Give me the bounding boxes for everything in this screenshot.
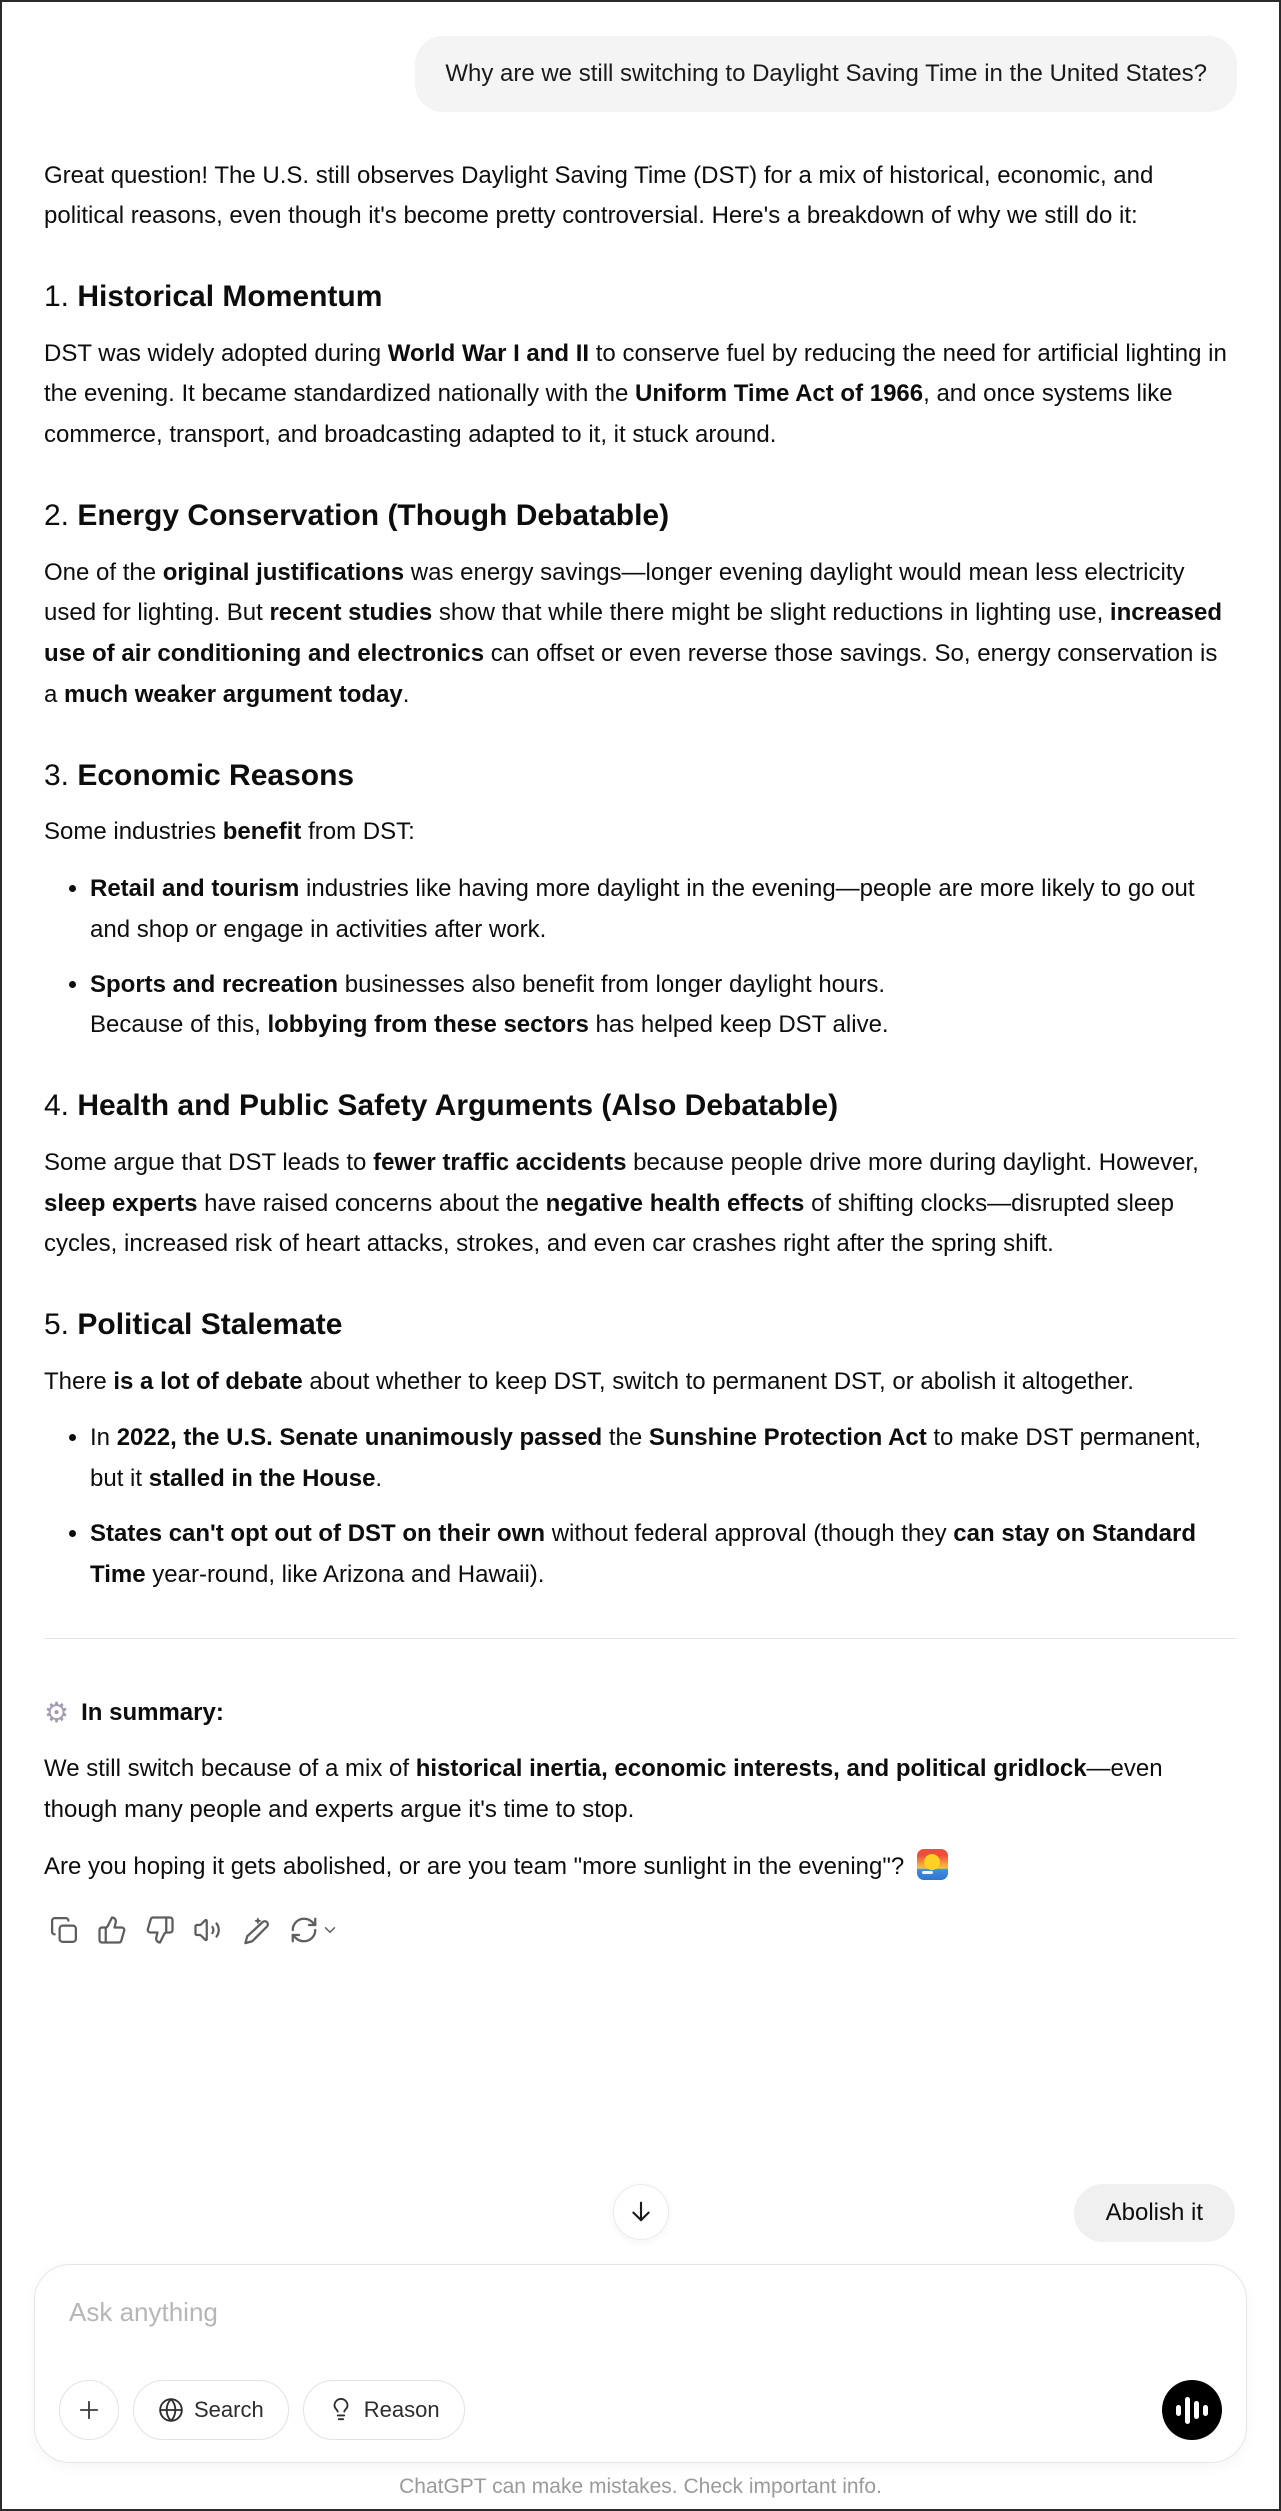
paragraph: Great question! The U.S. still observes Daylight Saving Time (DST) for a mix of historical, economic, and political reasons, even though it's become pretty controversial. Here's a breakdown of why we still do it: bbox=[44, 161, 1154, 230]
globe-icon bbox=[158, 2397, 184, 2423]
thumbs-up-icon bbox=[97, 1915, 127, 1945]
bullet-list bbox=[44, 869, 1237, 1046]
gear-emoji: ⚙ bbox=[44, 1696, 70, 1730]
paragraph: There is a lot of debate about whether to keep DST, switch to permanent DST, or abolish it altogether. bbox=[44, 1367, 1134, 1395]
paragraph: Are you hoping it gets abolished, or are you team "more sunlight in the evening"? bbox=[44, 1847, 1237, 1888]
paragraph: Some industries benefit from DST: bbox=[44, 818, 415, 846]
composer-overlay-row bbox=[2, 2184, 1279, 2244]
regenerate-button[interactable] bbox=[284, 1910, 344, 1950]
thumbs-down-button[interactable] bbox=[140, 1910, 180, 1950]
thumbs-down-icon bbox=[145, 1915, 175, 1945]
section-heading: 3. Economic Reasons bbox=[44, 758, 355, 792]
regenerate-icon bbox=[289, 1915, 319, 1945]
lightbulb-icon bbox=[328, 2397, 354, 2423]
read-aloud-icon bbox=[193, 1915, 223, 1945]
paragraph: DST was widely adopted during World War I and II to conserve fuel by reducing the need for artificial lighting in the evening. It became standardized nationally with the Uniform Time Act of 1966, and once systems like commerce, transport, and broadcasting adapted to it, it stuck around. bbox=[44, 339, 1227, 449]
reason-tool-label: Reason bbox=[363, 2397, 440, 2422]
plus-icon bbox=[75, 2396, 103, 2424]
scroll-to-bottom-button[interactable] bbox=[613, 2184, 669, 2240]
conversation bbox=[2, 2, 1279, 1950]
composer bbox=[34, 2264, 1247, 2463]
chevron-down-icon bbox=[321, 1921, 339, 1939]
section-heading: 2. Energy Conservation (Though Debatable) bbox=[44, 499, 670, 533]
message-action-bar bbox=[44, 1910, 1237, 1950]
bullet-list bbox=[44, 1418, 1237, 1595]
voice-mode-button[interactable] bbox=[1162, 2380, 1222, 2440]
paragraph: One of the original justifications was energy savings—longer evening daylight would mean less electricity used for lighting. But recent studies show that while there might be slight reductions in lighting use, increased use of air conditioning and electronics can offset or even reverse those savings. So, energy conservation is a much weaker argument today. bbox=[44, 558, 1222, 708]
edit-icon bbox=[241, 1915, 271, 1945]
search-tool-label: Search bbox=[194, 2397, 264, 2422]
sunrise-emoji bbox=[917, 1849, 948, 1880]
search-tool-button[interactable] bbox=[133, 2380, 289, 2440]
divider bbox=[44, 1638, 1237, 1639]
reason-tool-button[interactable] bbox=[303, 2380, 465, 2440]
scroll-down-icon bbox=[627, 2198, 655, 2226]
section-heading: 1. Historical Momentum bbox=[44, 280, 383, 314]
voice-waveform-icon bbox=[1176, 2405, 1181, 2416]
section-heading: 4. Health and Public Safety Arguments (Also Debatable) bbox=[44, 1089, 839, 1123]
composer-toolbar bbox=[59, 2380, 1222, 2440]
attach-button[interactable] bbox=[59, 2380, 119, 2440]
copy-button[interactable] bbox=[44, 1910, 84, 1950]
edit-button[interactable] bbox=[236, 1910, 276, 1950]
list-item: • States can't opt out of DST on their own without federal approval (though they can stay on Standard Time year-round, like Arizona and Hawaii). bbox=[90, 1514, 1237, 1596]
thumbs-up-button[interactable] bbox=[92, 1910, 132, 1950]
list-item: • Sports and recreation businesses also benefit from longer daylight hours. Because of this, lobbying from these sectors has helped keep DST alive. bbox=[90, 965, 1237, 1047]
disclaimer-text: ChatGPT can make mistakes. Check important info. bbox=[399, 2475, 882, 2498]
user-message-bubble: Why are we still switching to Daylight Saving Time in the United States? bbox=[415, 36, 1237, 112]
message-input[interactable] bbox=[59, 2289, 1222, 2369]
list-item: • Retail and tourism industries like having more daylight in the evening—people are more likely to go out and shop or engage in activities after work. bbox=[90, 869, 1237, 951]
copy-icon bbox=[49, 1915, 79, 1945]
suggestion-chip-abolish[interactable]: Abolish it bbox=[1074, 2184, 1235, 2242]
read-aloud-button[interactable] bbox=[188, 1910, 228, 1950]
paragraph: Some argue that DST leads to fewer traffic accidents because people drive more during daylight. However, sleep experts have raised concerns about the negative health effects of shifting clocks—disrupted sleep cycles, increased risk of heart attacks, strokes, and even car crashes right after the spring shift. bbox=[44, 1148, 1199, 1258]
flex-spacer bbox=[2, 1950, 1279, 2150]
paragraph: We still switch because of a mix of historical inertia, economic interests, and political gridlock—even though many people and experts argue it's time to stop. bbox=[44, 1755, 1163, 1824]
user-message-row bbox=[44, 36, 1237, 112]
paragraph: ⚙ In summary: bbox=[44, 1696, 224, 1730]
assistant-message bbox=[44, 156, 1237, 1888]
section-heading: 5. Political Stalemate bbox=[44, 1308, 343, 1342]
list-item: • In 2022, the U.S. Senate unanimously passed the Sunshine Protection Act to make DST permanent, but it stalled in the House. bbox=[90, 1418, 1237, 1500]
